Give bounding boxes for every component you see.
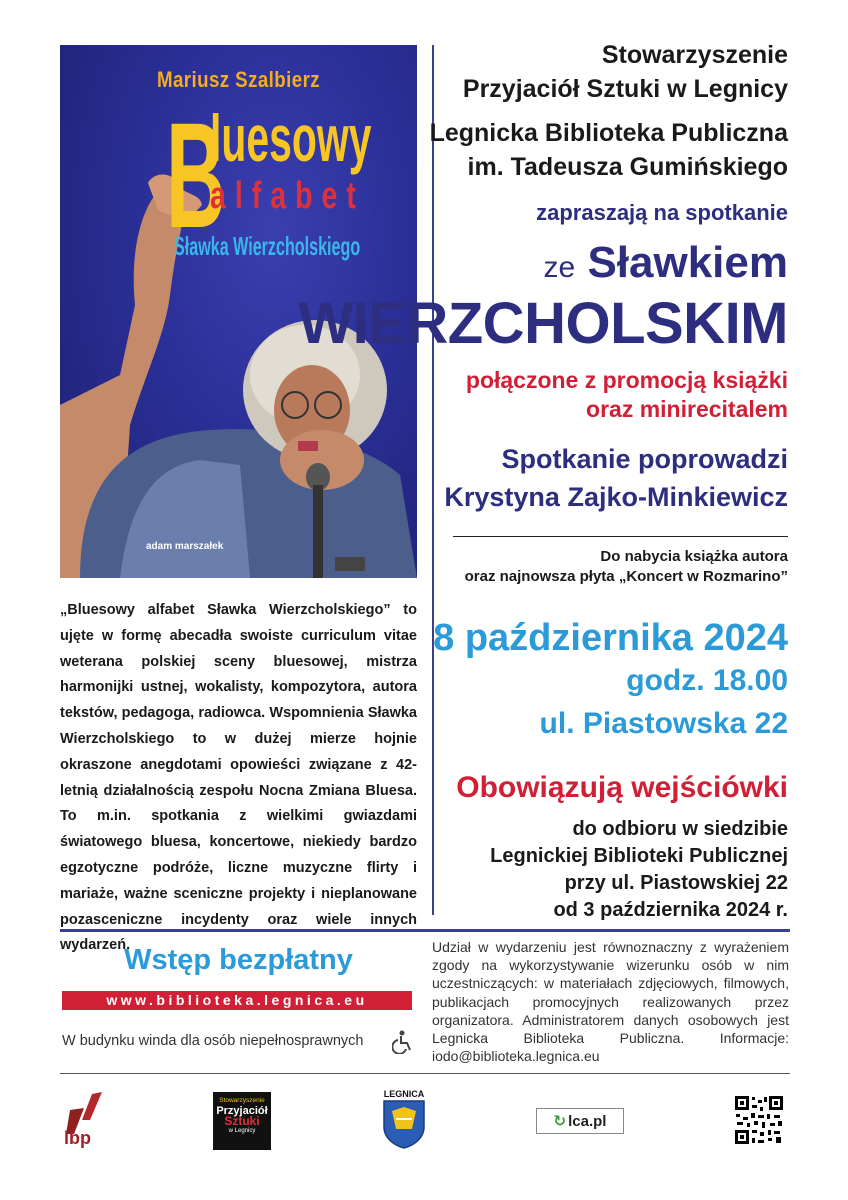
lca-logo: [536, 1108, 624, 1134]
organizer-1-line1: Stowarzyszenie: [601, 41, 788, 69]
lca-logo-text: lca.pl: [568, 1112, 607, 1130]
tickets-notice: Obowiązują wejściówki: [456, 771, 788, 804]
host-line1: Spotkanie poprowadzi: [501, 444, 788, 474]
pickup-line4: od 3 października 2024 r.: [553, 899, 788, 921]
sps-logo: [213, 1092, 271, 1150]
divider: [453, 536, 788, 537]
cover-title-line3: Sławka Wierzcholskiego: [174, 231, 361, 261]
website-link[interactable]: www.biblioteka.legnica.eu: [62, 991, 412, 1010]
organizer-2: [430, 116, 788, 184]
promo-text: [466, 366, 788, 424]
logos-divider: [60, 1073, 790, 1074]
legnica-crest: [380, 1089, 428, 1154]
organizer-2-line2: im. Tadeusza Gumińskiego: [467, 153, 788, 181]
buy-info: [465, 547, 788, 587]
organizer-2-line1: Legnicka Biblioteka Publiczna: [429, 119, 788, 147]
host-line2: Krystyna Zajko-Minkiewicz: [444, 482, 788, 512]
host-text: [444, 440, 788, 516]
lbp-logo: [62, 1090, 106, 1153]
pickup-info: [490, 816, 788, 924]
sps-line2: Przyjaciół: [216, 1105, 268, 1117]
pickup-line1: do odbioru w siedzibie: [572, 818, 788, 840]
legnica-label: LEGNICA: [383, 1089, 425, 1099]
buy-line1: Do nabycia książka autora: [600, 548, 788, 565]
sps-line4: w Legnicy: [228, 1128, 256, 1134]
promo-line2: oraz minirecitalem: [586, 396, 788, 422]
cover-title-line2: alfabet: [210, 175, 365, 217]
free-entry: Wstęp bezpłatny: [124, 944, 353, 976]
promo-line1: połączone z promocją książki: [465, 367, 788, 393]
footer-divider: [60, 929, 790, 932]
sps-line1: Stowarzyszenie: [219, 1097, 265, 1104]
qr-code-icon[interactable]: [734, 1095, 784, 1150]
event-time: godz. 18.00: [626, 664, 788, 697]
lca-arrow-icon: ↻: [553, 1113, 567, 1130]
organizer-1: [463, 38, 788, 106]
organizer-1-line2: Przyjaciół Sztuki w Legnicy: [462, 75, 788, 103]
event-address: ul. Piastowska 22: [539, 707, 788, 740]
guest-first-name: [544, 238, 788, 288]
first-name: Sławkiem: [587, 238, 788, 287]
consent-text: Udział w wydarzeniu jest równoznaczny z wyrażeniem zgody na wykorzystywanie wizerunku osób w nim uczestniczących: w materiałach zdjęciowych, filmowych, publikacjach promocyjnych realizowanych przez organizatora. Administratorem danych osobowych jest Legnicka Biblioteka Publiczna. Informacje: iodo@biblioteka.legnica.eu: [432, 939, 789, 1065]
lbp-logo-text: lbp: [64, 1128, 91, 1148]
wheelchair-icon: [392, 1030, 414, 1054]
guest-surname: WIERZCHOLSKIM: [298, 291, 788, 356]
pickup-line3: przy ul. Piastowskiej 22: [564, 872, 788, 894]
sps-line3: Sztuki: [224, 1114, 260, 1128]
cover-author: Mariusz Szalbierz: [156, 67, 321, 92]
pickup-line2: Legnickiej Biblioteki Publicznej: [490, 845, 788, 867]
photo-credit: adam marszałek: [146, 541, 224, 552]
buy-line2: oraz najnowsza płyta „Koncert w Rozmarino”: [464, 568, 788, 585]
ze-word: ze: [543, 251, 576, 284]
invite-text: zapraszają na spotkanie: [536, 200, 788, 225]
cover-title-line1: luesowy: [210, 101, 372, 175]
book-description: „Bluesowy alfabet Sławka Wierzcholskiego” to ujęte w formę abecadła swoiste curriculum vitae weterana polskiej sceny bluesowej, mistrza harmonijki ustnej, wokalisty, kompozytora, autora tekstów, pedagoga, radiowca. Wspomnienia Sławka Wierzcholskiego to w dużej mierze hojnie okraszone anegdotami opowieści związane z 42-letnią działalnością zespołu Nocna Zmiana Bluesa. To m.in. spotkania z wielkimi gwiazdami światowego bluesa, koncertowe, niekiedy bardzo egzotyczne podróże, liczne muzyczne flirty i mariaże, ważne sceniczne projekty i nieplanowane pozasceniczne incydenty oraz wiele innych wydarzeń.: [60, 602, 417, 954]
event-date: 8 października 2024: [433, 617, 788, 659]
legnica-shield-icon: [382, 1099, 426, 1149]
lift-info: W budynku winda dla osób niepełnosprawnych: [62, 1033, 364, 1049]
cover-title-initial: B: [166, 91, 226, 259]
